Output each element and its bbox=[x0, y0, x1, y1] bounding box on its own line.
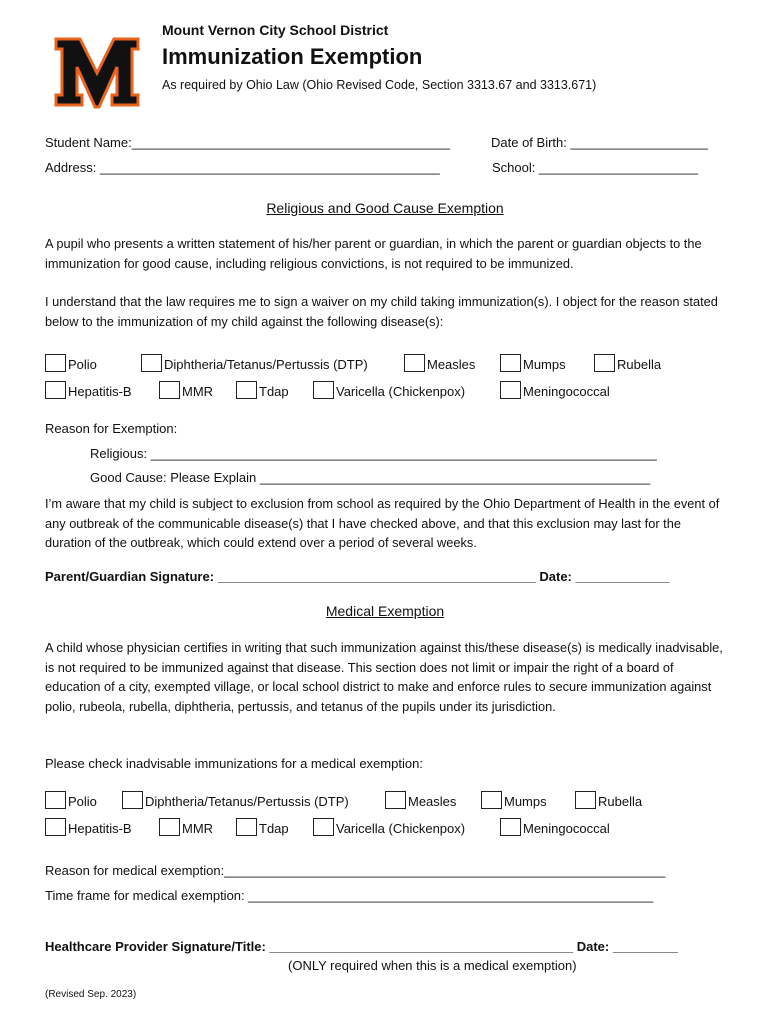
medical-reason-field[interactable]: Reason for medical exemption:_____________________________________________________________ bbox=[45, 863, 666, 878]
medical-checkbox-tdap[interactable]: Tdap bbox=[236, 818, 289, 836]
revision-date: (Revised Sep. 2023) bbox=[45, 989, 137, 1000]
medical-checkbox-rubella[interactable]: Rubella bbox=[575, 791, 642, 809]
religious-checkbox-tdap[interactable]: Tdap bbox=[236, 381, 289, 399]
medical-checkbox-dtp[interactable]: Diphtheria/Tetanus/Pertussis (DTP) bbox=[122, 791, 349, 809]
medical-checkbox-polio[interactable]: Polio bbox=[45, 791, 97, 809]
address-field[interactable]: Address: _______________________________________________ bbox=[45, 160, 440, 175]
student-name-field[interactable]: Student Name:____________________________________________ bbox=[45, 135, 450, 150]
parent-signature-field[interactable]: Parent/Guardian Signature: ____________________________________________ Date: _____________ bbox=[45, 569, 670, 584]
page-subtitle: As required by Ohio Law (Ohio Revised Code, Section 3313.67 and 3313.671) bbox=[162, 78, 597, 92]
school-field[interactable]: School: ______________________ bbox=[492, 160, 699, 175]
religious-reason-field[interactable]: Religious: ______________________________________________________________________ bbox=[90, 446, 657, 461]
religious-checkbox-varicella[interactable]: Varicella (Chickenpox) bbox=[313, 381, 465, 399]
medical-check-prompt: Please check inadvisable immunizations for a medical exemption: bbox=[45, 756, 423, 771]
medical-checkbox-mumps[interactable]: Mumps bbox=[481, 791, 547, 809]
medical-checkbox-hepatitis-b[interactable]: Hepatitis-B bbox=[45, 818, 132, 836]
reason-for-exemption-label: Reason for Exemption: bbox=[45, 421, 178, 436]
provider-signature-note: (ONLY required when this is a medical exemption) bbox=[288, 958, 577, 973]
religious-section-heading: Religious and Good Cause Exemption bbox=[266, 200, 504, 216]
religious-checkbox-dtp[interactable]: Diphtheria/Tetanus/Pertussis (DTP) bbox=[141, 354, 368, 372]
medical-intro-paragraph: A child whose physician certifies in writing that such immunization against this/these disease(s) is medically inadvisable, is not required to be immunized against that disease. This section does not limit or impair the right of a board of education of a city, exempted village, or local school district to make and enforce rules to secure immunization against polio, rubeola, rubella, diphtheria, pertussis, and tetanus of the pupils under its jurisdiction. bbox=[45, 640, 723, 714]
medical-section-heading: Medical Exemption bbox=[325, 603, 445, 619]
religious-checkbox-meningococcal[interactable]: Meningococcal bbox=[500, 381, 610, 399]
religious-checkbox-measles[interactable]: Measles bbox=[404, 354, 475, 372]
religious-checkbox-rubella[interactable]: Rubella bbox=[594, 354, 661, 372]
district-name: Mount Vernon City School District bbox=[162, 22, 389, 38]
medical-checkbox-meningococcal[interactable]: Meningococcal bbox=[500, 818, 610, 836]
provider-signature-field[interactable]: Healthcare Provider Signature/Title: __________________________________________ Date: _________ bbox=[45, 939, 678, 954]
good-cause-field[interactable]: Good Cause: Please Explain ______________________________________________________ bbox=[90, 470, 651, 485]
district-logo bbox=[52, 35, 142, 110]
religious-intro-paragraph: A pupil who presents a written statement of his/her parent or guardian, in which the parent or guardian objects to the immunization for good cause, including religious convictions, is not required to be immunized. bbox=[45, 236, 702, 271]
page-title: Immunization Exemption bbox=[162, 44, 423, 69]
religious-checkbox-mumps[interactable]: Mumps bbox=[500, 354, 566, 372]
religious-objection-paragraph: I understand that the law requires me to sign a waiver on my child taking immunization(s). I object for the reason stated below to the immunization of my child against the following disease(s): bbox=[45, 294, 718, 329]
medical-checkbox-mmr[interactable]: MMR bbox=[159, 818, 213, 836]
religious-checkbox-polio[interactable]: Polio bbox=[45, 354, 97, 372]
religious-checkbox-hepatitis-b[interactable]: Hepatitis-B bbox=[45, 381, 132, 399]
medical-checkbox-measles[interactable]: Measles bbox=[385, 791, 456, 809]
date-of-birth-field[interactable]: Date of Birth: ___________________ bbox=[491, 135, 708, 150]
medical-timeframe-field[interactable]: Time frame for medical exemption: ________________________________________________________ bbox=[45, 888, 654, 903]
exclusion-acknowledgement-paragraph: I’m aware that my child is subject to exclusion from school as required by the Ohio Department of Health in the event of any outbreak of the communicable disease(s) that I have checked above, and that this exclusion may last for the duration of the outbreak, which could extend over a period of several weeks. bbox=[45, 496, 720, 550]
religious-checkbox-mmr[interactable]: MMR bbox=[159, 381, 213, 399]
medical-checkbox-varicella[interactable]: Varicella (Chickenpox) bbox=[313, 818, 465, 836]
